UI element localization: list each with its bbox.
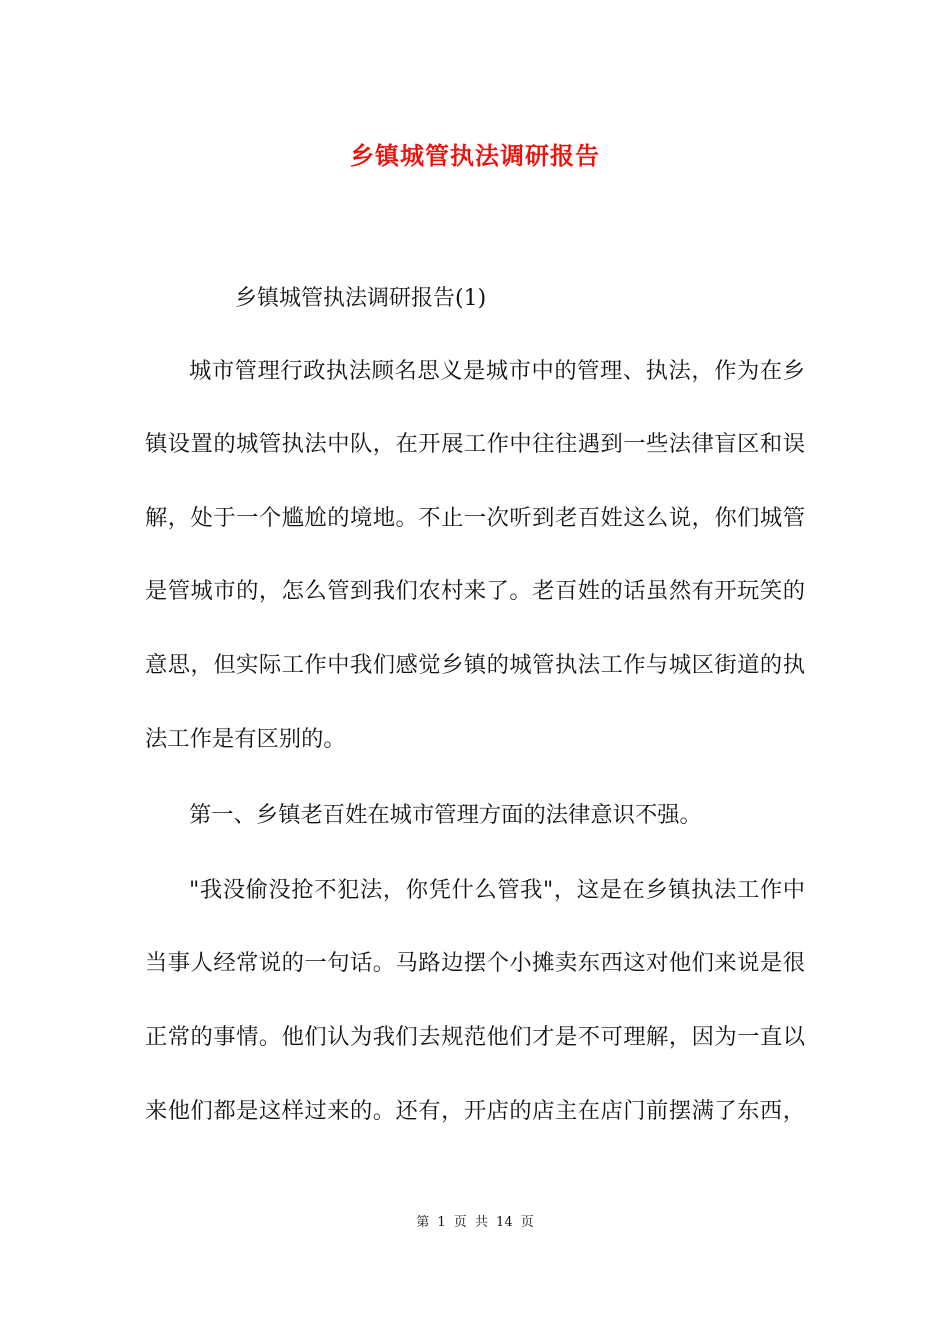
- paragraph-line: 正常的事情。他们认为我们去规范他们才是不可理解，因为一直以: [145, 1024, 805, 1050]
- paragraph-line: 镇设置的城管执法中队，在开展工作中往往遇到一些法律盲区和误: [145, 431, 805, 457]
- document-title: 乡镇城管执法调研报告: [350, 141, 600, 170]
- paragraph-line: 意思，但实际工作中我们感觉乡镇的城管执法工作与城区街道的执: [145, 652, 805, 678]
- document-subtitle: 乡镇城管执法调研报告(1): [235, 286, 487, 311]
- page-number-footer: 第 1 页 共 14 页: [416, 1215, 534, 1230]
- paragraph-line: 解，处于一个尴尬的境地。不止一次听到老百姓这么说，你们城管: [145, 505, 805, 531]
- paragraph-line: 城市管理行政执法顾名思义是城市中的管理、执法，作为在乡: [189, 358, 805, 384]
- paragraph-line: 是管城市的，怎么管到我们农村来了。老百姓的话虽然有开玩笑的: [145, 578, 805, 604]
- paragraph-line: 法工作是有区别的。: [145, 726, 346, 752]
- paragraph-line: "我没偷没抢不犯法，你凭什么管我"，这是在乡镇执法工作中: [189, 877, 805, 903]
- paragraph-line: 来他们都是这样过来的。还有，开店的店主在店门前摆满了东西，: [145, 1098, 805, 1124]
- paragraph-line: 当事人经常说的一句话。马路边摆个小摊卖东西这对他们来说是很: [145, 950, 805, 976]
- section-heading: 第一、乡镇老百姓在城市管理方面的法律意识不强。: [189, 802, 702, 828]
